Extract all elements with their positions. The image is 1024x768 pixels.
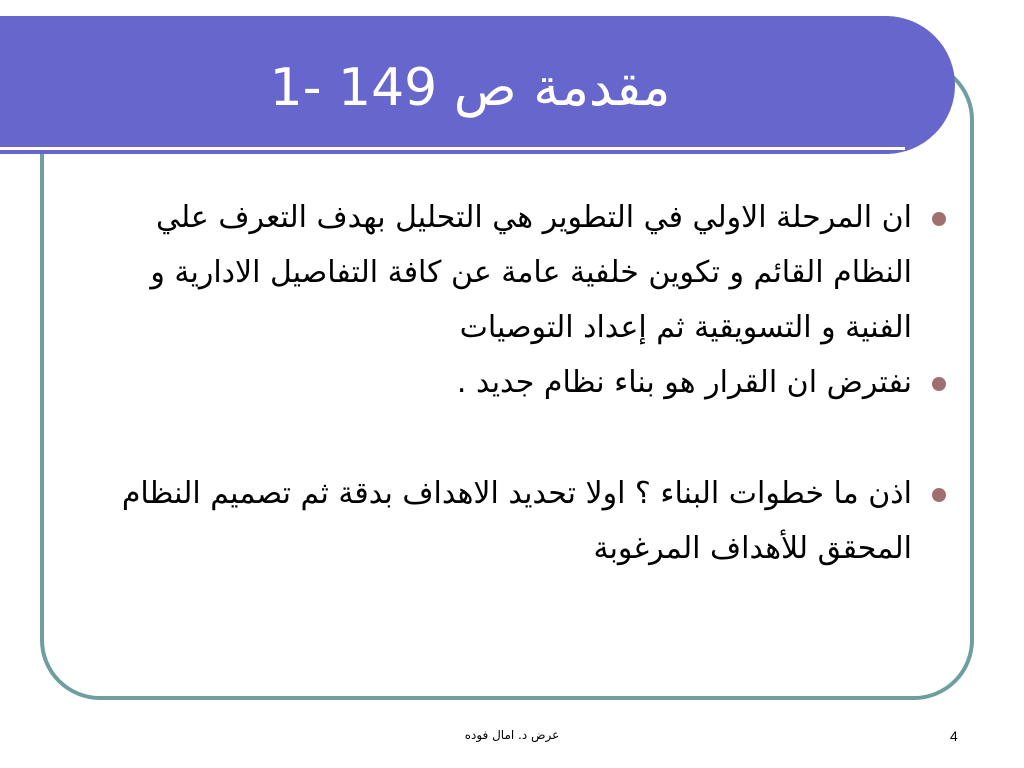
bullet-text: اذن ما خطوات البناء ؟ اولا تحديد الاهداف بدقة ثم تصميم النظام المحقق للأهداف المرغوبة [121, 476, 912, 566]
slide-title: 1- مقدمة ص 149 [269, 58, 671, 118]
page-number: 4 [950, 728, 958, 744]
footer-author: عرض د. امال فوده [464, 728, 560, 742]
title-underline [0, 147, 905, 150]
bullet-text: نفترض ان القرار هو بناء نظام جديد . [456, 365, 912, 400]
bullet-list [86, 190, 946, 576]
bullet-dot-icon [932, 377, 946, 391]
bullet-item [86, 466, 946, 576]
bullet-dot-icon [932, 488, 946, 502]
title-bar [0, 16, 955, 154]
bullet-text: ان المرحلة الاولي في التطوير هي التحليل بهدف التعرف علي النظام القائم و تكوين خلفية عامة عن كافة التفاصيل الادارية و الفنية و التسويقية ثم إعداد التوصيات [150, 200, 912, 345]
bullet-dot-icon [932, 212, 946, 226]
bullet-item [86, 190, 946, 355]
bullet-item [86, 355, 946, 410]
